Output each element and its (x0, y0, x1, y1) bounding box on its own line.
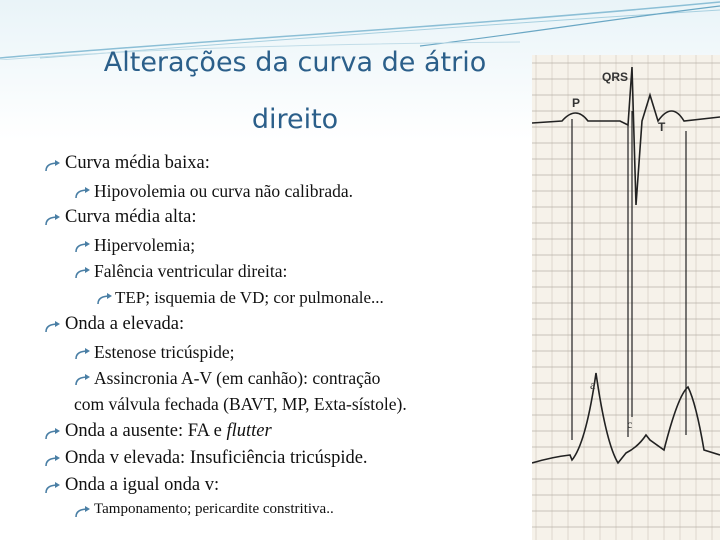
ecg-waveform (532, 67, 720, 205)
atrial-pressure-waveform (532, 373, 720, 463)
curved-arrow-bullet-icon (44, 428, 62, 440)
curved-arrow-bullet-icon (44, 321, 62, 333)
curved-arrow-bullet-icon (74, 348, 92, 360)
curved-arrow-bullet-icon (44, 160, 62, 172)
ecg-grid (532, 55, 720, 540)
sub-bullet-estenose-tricuspide: Estenose tricúspide; (94, 342, 235, 362)
qrs-label: QRS (602, 70, 629, 84)
sub-bullet-hipervolemia: Hipervolemia; (94, 235, 196, 255)
ecg-cvp-tracing-image (532, 55, 720, 540)
onda-a-ausente-text: Onda a ausente: FA e (65, 421, 227, 441)
bullet-onda-a-ausente (65, 421, 272, 442)
t-wave-label: T (658, 120, 666, 134)
sub-bullet-hipovolemia: Hipovolemia ou curva não calibrada. (94, 181, 353, 201)
sub-bullet-assincronia-av-continuation: com válvula fechada (BAVT, MP, Exta-sístole). (74, 394, 407, 414)
curved-arrow-bullet-icon (96, 293, 114, 305)
slide-title-line-2: direito (251, 104, 339, 135)
curved-arrow-bullet-icon (74, 267, 92, 279)
flutter-italic-text: flutter (226, 421, 272, 441)
c-wave-label: c (627, 417, 633, 431)
curved-arrow-bullet-icon (44, 482, 62, 494)
sub-bullet-falencia-ventricular: Falência ventricular direita: (94, 261, 288, 281)
curved-arrow-bullet-icon (74, 187, 92, 199)
sub-sub-bullet-tep: TEP; isquemia de VD; cor pulmonale... (115, 288, 384, 307)
curved-arrow-bullet-icon (74, 241, 92, 253)
bullet-onda-v-elevada: Onda v elevada: Insuficiência tricúspide. (65, 448, 368, 468)
bullet-curva-media-alta: Curva média alta: (65, 207, 197, 227)
slide-title-line-1: Alterações da curva de átrio (103, 47, 487, 78)
curved-arrow-bullet-icon (44, 455, 62, 467)
bullet-curva-media-baixa: Curva média baixa: (65, 153, 210, 173)
sub-bullet-assincronia-av: Assincronia A-V (em canhão): contração (94, 368, 381, 388)
bullet-onda-a-igual-v: Onda a igual onda v: (65, 475, 220, 495)
p-wave-label: P (572, 96, 581, 110)
curved-arrow-bullet-icon (44, 214, 62, 226)
curved-arrow-bullet-icon (74, 506, 92, 518)
curved-arrow-bullet-icon (74, 374, 92, 386)
bullet-onda-a-elevada: Onda a elevada: (65, 314, 185, 334)
a-wave-label: a (590, 378, 596, 392)
sub-bullet-tamponamento: Tamponamento; pericardite constritiva.. (94, 501, 334, 517)
